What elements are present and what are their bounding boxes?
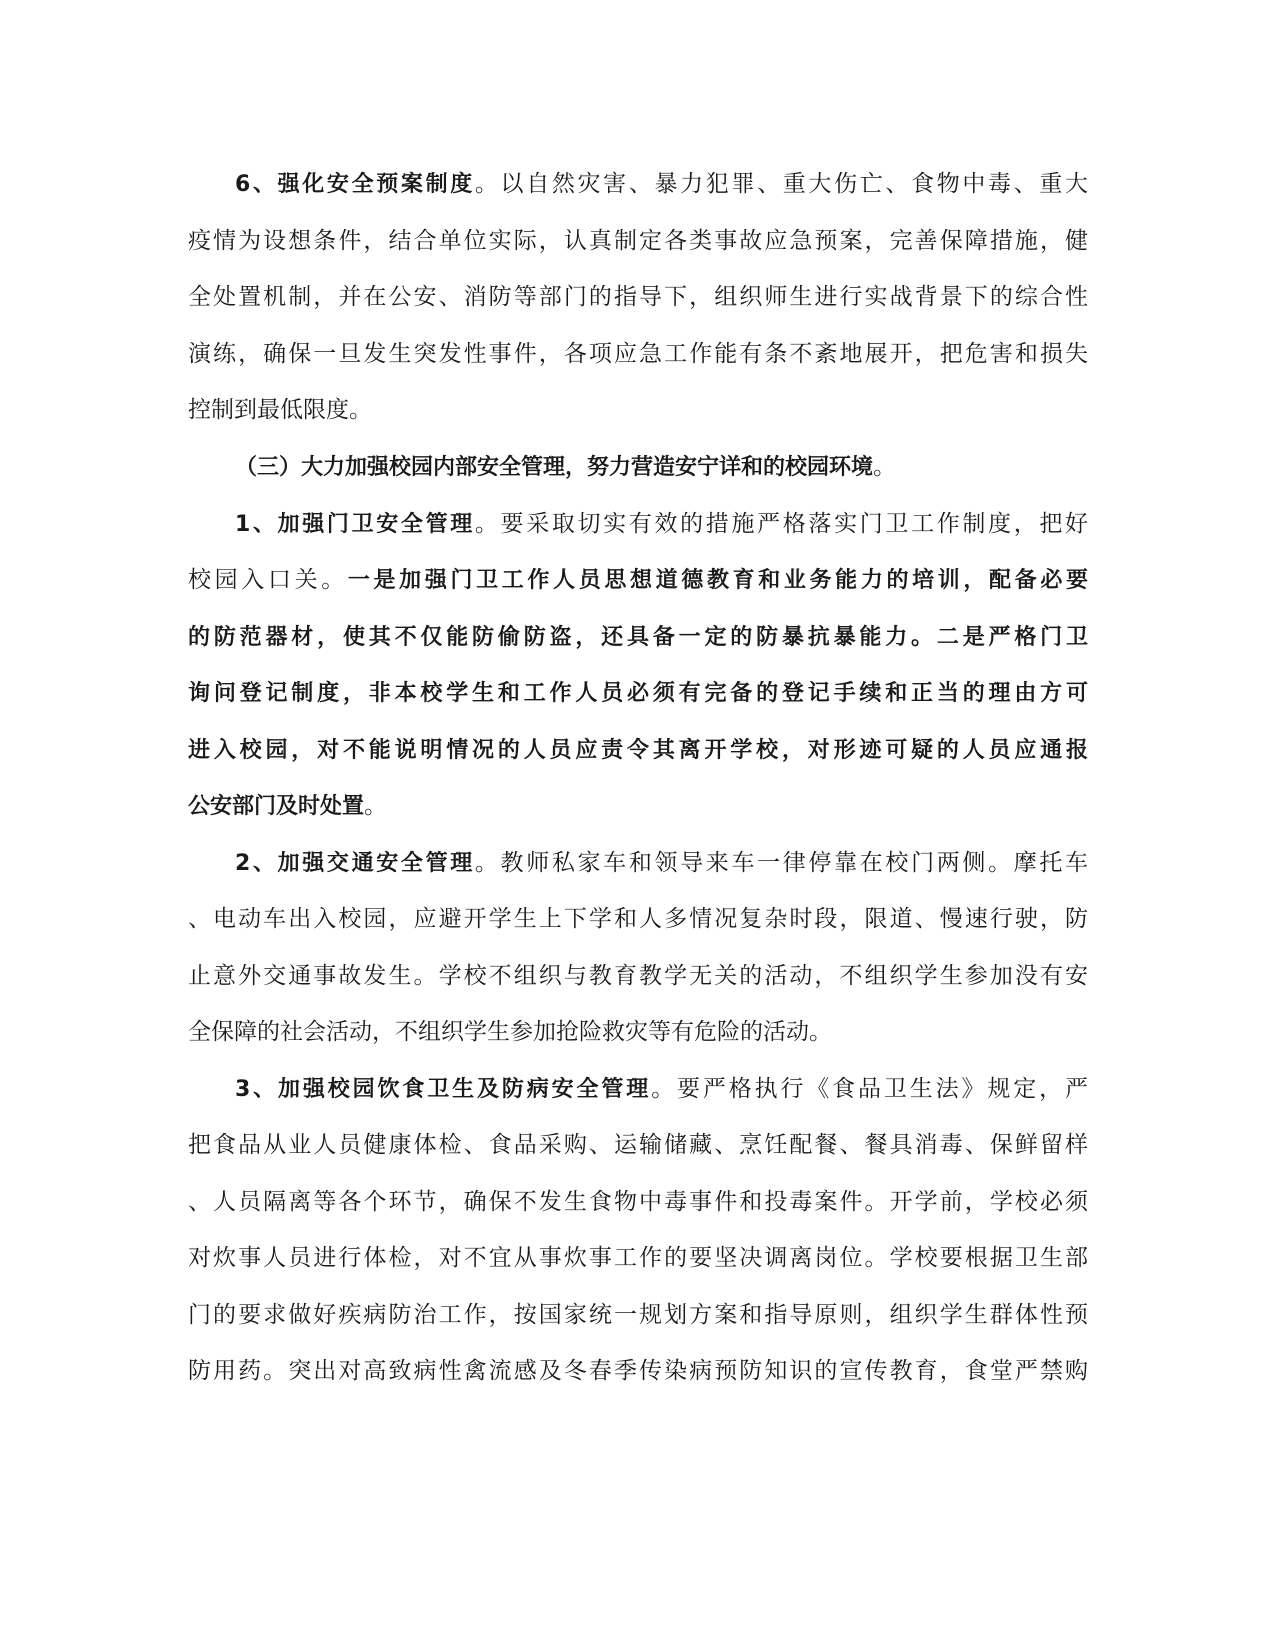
text-line [188,904,1088,934]
line-text: 。要严格执行《食品卫生法》规定，严 [651,1076,1089,1102]
text-line [188,961,1088,991]
line-text: 。 [364,793,388,819]
text-line [188,678,1088,709]
bold-heading: 3、加强校园饮食卫生及防病安全管理 [235,1077,652,1102]
line-text: 。 [873,454,897,480]
bold-text: 进入校园，对不能说明情况的人员应责令其离开学校，对形迹可疑的人员应通报 [188,738,1088,763]
text-line [235,1074,1088,1105]
text-line [188,1187,1088,1217]
text-line [188,282,1088,312]
line-text: 、人员隔离等各个环节，确保不发生食物中毒事件和投毒案件。开学前，学校必须 [188,1189,1088,1215]
text-line [188,226,1088,256]
text-line [188,1130,1088,1160]
line-text: 把食品从业人员健康体检、食品采购、运输储藏、烹饪配餐、餐具消毒、保鲜留样 [188,1132,1088,1158]
line-text: 。教师私家车和领导来车一律停靠在校门两侧。摩托车 [474,850,1089,876]
text-line [188,1017,1088,1047]
bold-text: 一是加强门卫工作人员思想道德教育和业务能力的培训，配备必要 [347,568,1088,593]
section-heading [235,452,1088,483]
text-line [235,169,1088,200]
line-text: 止意外交通事故发生。学校不组织与教育教学无关的活动，不组织学生参加没有安 [188,963,1088,989]
bold-heading: 1、加强门卫安全管理 [235,512,475,537]
line-text: 。以自然灾害、暴力犯罪、重大伤亡、食物中毒、重大 [474,171,1089,197]
line-text: 门的要求做好疾病防治工作，按国家统一规划方案和指导原则，组织学生群体性预 [188,1302,1088,1328]
line-text: 、电动车出入校园，应避开学生上下学和人多情况复杂时段，限道、慢速行驶，防 [188,906,1088,932]
text-line [188,1356,1088,1386]
line-text: 对炊事人员进行体检，对不宜从事炊事工作的要坚决调离岗位。学校要根据卫生部 [188,1245,1088,1271]
text-line [188,622,1088,653]
text-line [188,565,1088,596]
line-text: 全保障的社会活动，不组织学生参加抢险救灾等有危险的活动。 [188,1019,832,1045]
bold-heading: 6、强化安全预案制度 [235,172,475,197]
line-text: 演练，确保一旦发生突发性事件，各项应急工作能有条不紊地展开，把危害和损失 [188,341,1088,367]
text-line [188,791,1088,822]
bold-heading: （三）大力加强校园内部安全管理，努力营造安宁详和的校园环境 [235,455,874,480]
text-line [188,1300,1088,1330]
line-text: 防用药。突出对高致病性禽流感及冬春季传染病预防知识的宣传教育，食堂严禁购 [188,1358,1088,1384]
bold-text: 公安部门及时处置 [188,794,365,819]
bold-text: 的防范器材，使其不仅能防偷防盗，还具备一定的防暴抗暴能力。二是严格门卫 [188,625,1088,650]
bold-heading: 2、加强交通安全管理 [235,851,475,876]
line-text: 全处置机制，并在公安、消防等部门的指导下，组织师生进行实战背景下的综合性 [188,284,1088,310]
text-line [235,509,1088,540]
bold-text: 询问登记制度，非本校学生和工作人员必须有完备的登记手续和正当的理由方可 [188,681,1088,706]
line-text: 疫情为设想条件，结合单位实际，认真制定各类事故应急预案，完善保障措施，健 [188,228,1088,254]
line-text: 。要采取切实有效的措施严格落实门卫工作制度，把好 [474,511,1089,537]
text-line [188,735,1088,766]
text-line [188,1243,1088,1273]
text-line [188,395,1088,425]
line-text: 控制到最低限度。 [188,397,372,423]
text-line [188,339,1088,369]
line-text: 校园入口关。 [188,567,348,593]
text-line [235,848,1088,879]
